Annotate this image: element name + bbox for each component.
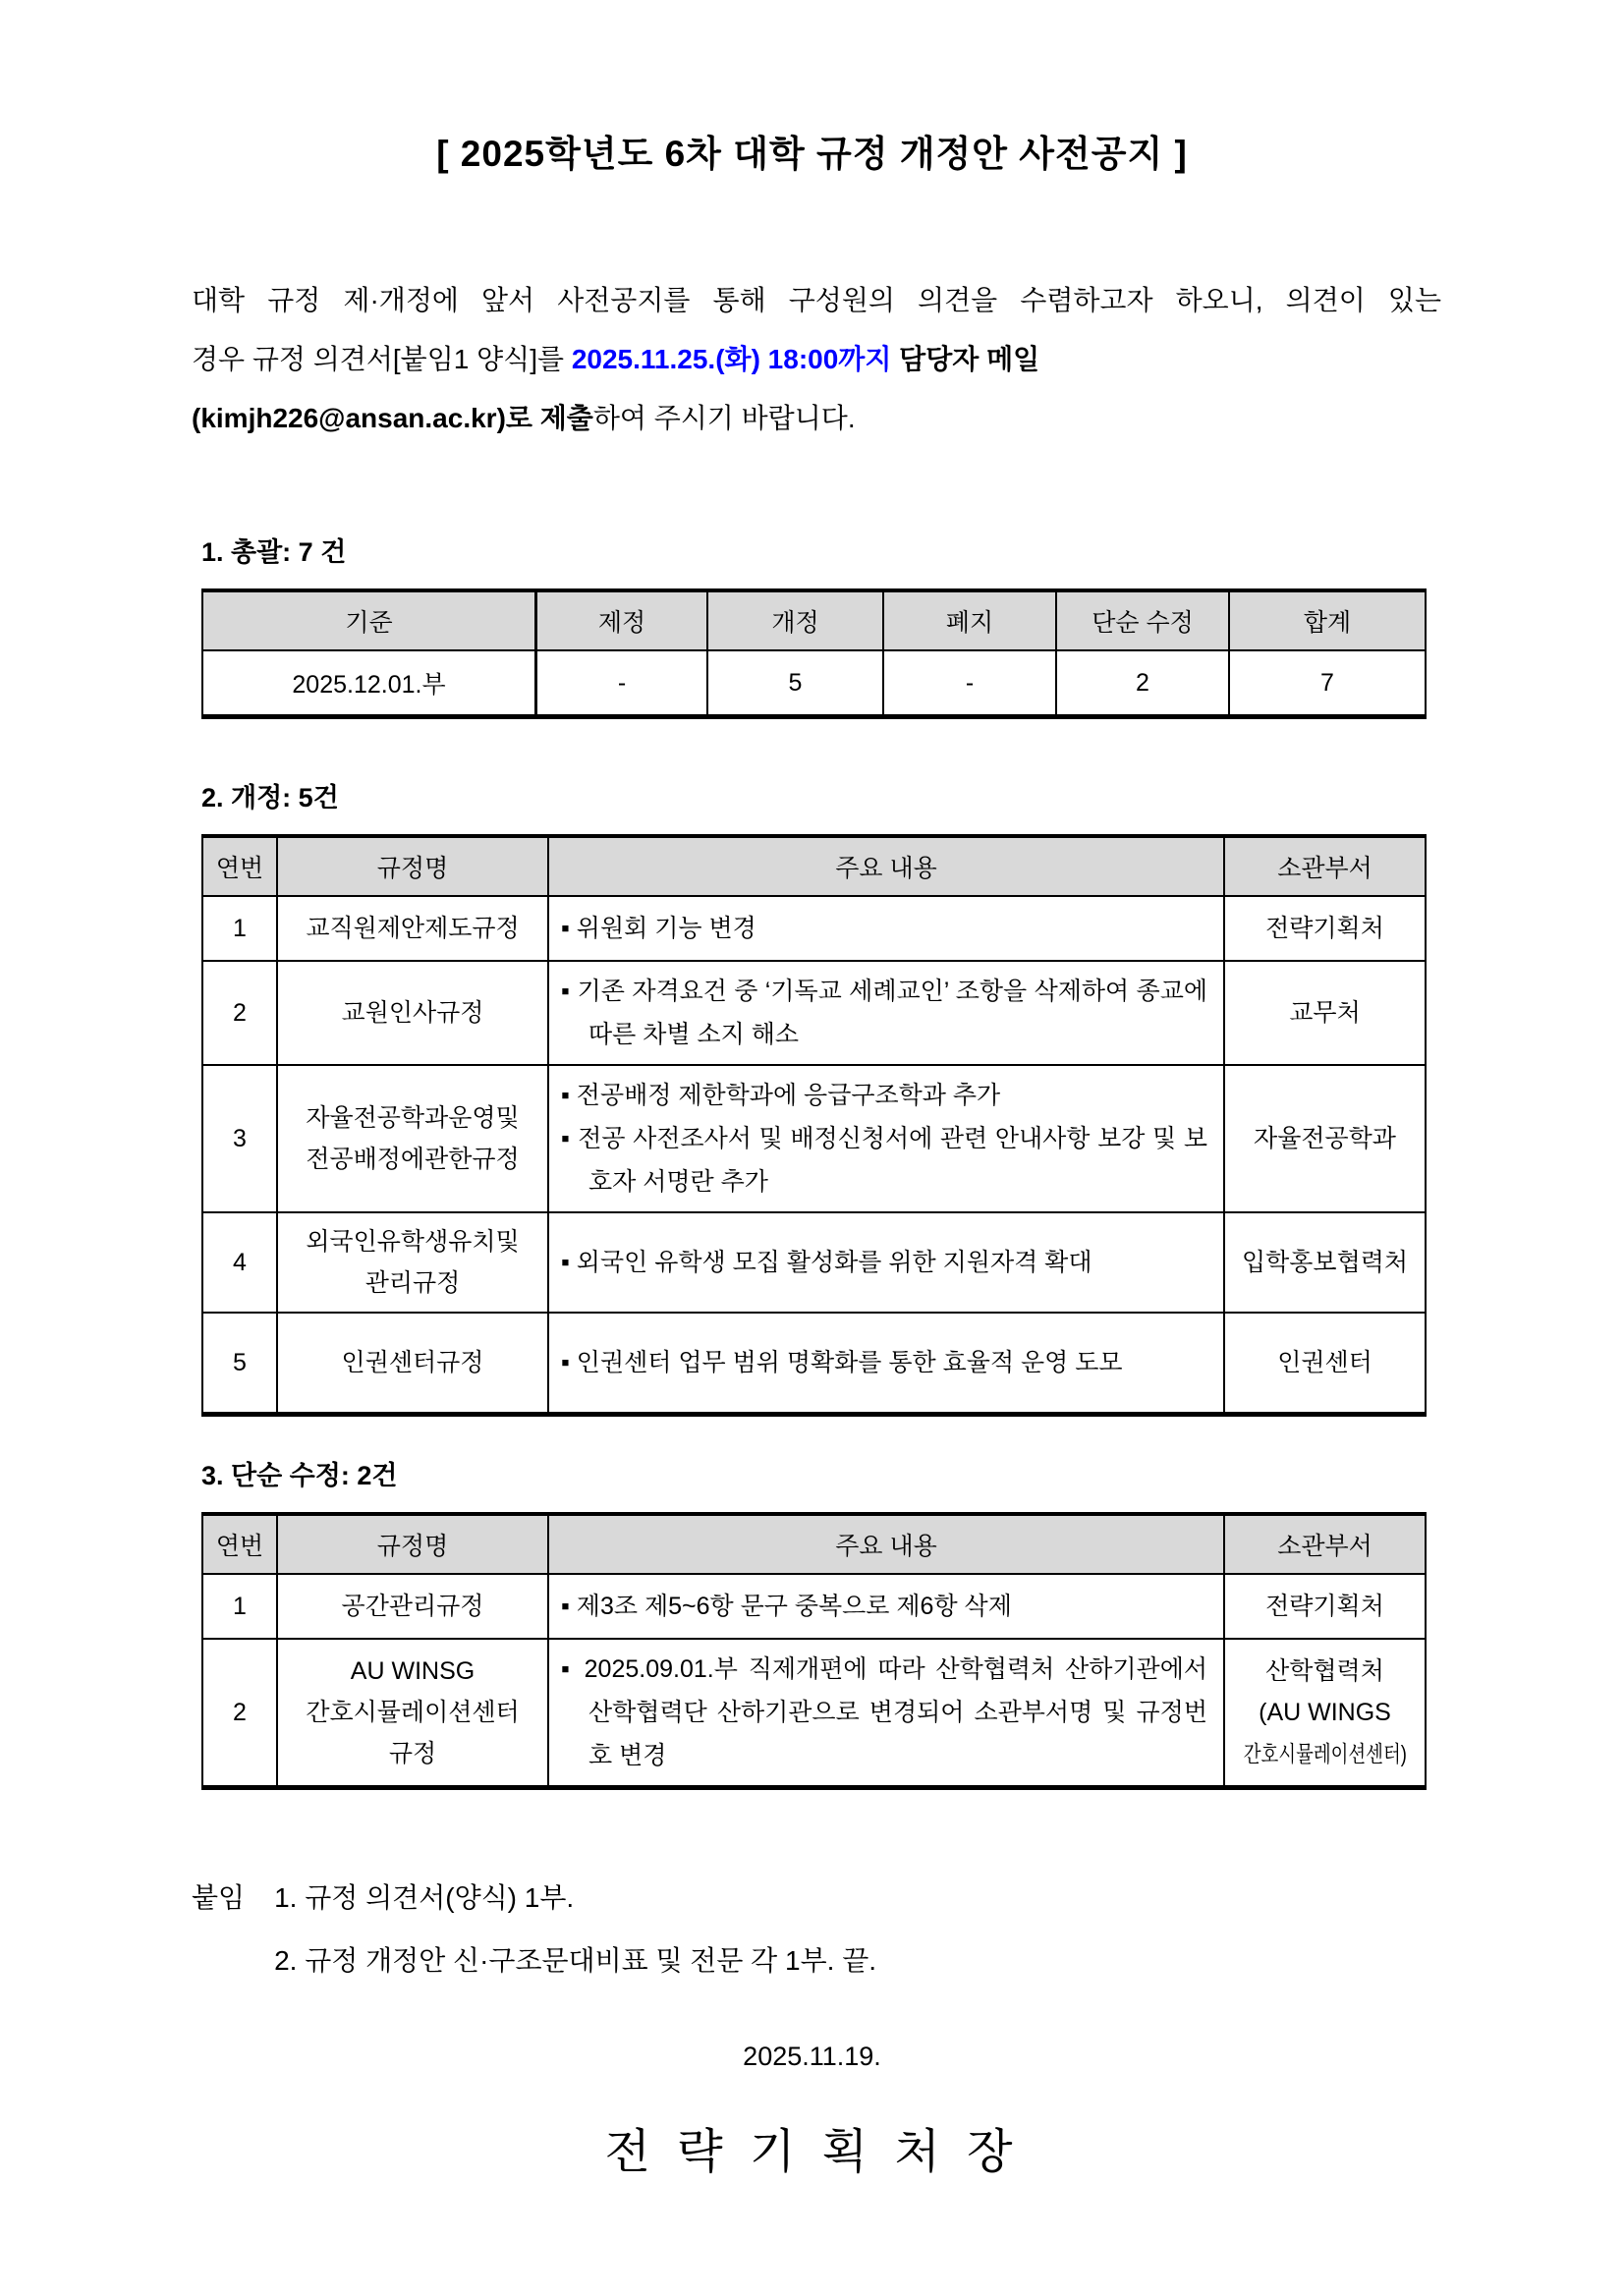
- enact-count: -: [537, 651, 708, 714]
- main-content: [549, 1066, 1225, 1211]
- dept-name-line: 산학협력처: [1265, 1657, 1384, 1685]
- header-cell-total: 합계: [1230, 592, 1425, 649]
- revision-table: [201, 834, 1427, 1417]
- summary-table: [201, 588, 1427, 719]
- revision-section-heading: 2. 개정: 5건: [201, 783, 339, 812]
- main-content: [549, 1640, 1225, 1785]
- attachments-label: 붙임: [192, 1882, 246, 1913]
- header-cell-no: 연번: [203, 1516, 278, 1573]
- row-number: 2: [203, 962, 278, 1064]
- intro-line-3: [192, 389, 1441, 448]
- table-row: [203, 1573, 1425, 1638]
- intro-paragraph: [192, 271, 1441, 448]
- simple-fix-section-heading: 3. 단순 수정: 2건: [201, 1461, 398, 1490]
- regulation-name-line: 교직원제안제도규정: [306, 915, 520, 942]
- main-content: [549, 962, 1225, 1064]
- intro-line-3-rest: 하여 주시기 바랍니다.: [592, 403, 856, 433]
- regulation-name-line: 규정: [388, 1740, 437, 1767]
- intro-line-2-suffix: 담당자 메일: [891, 344, 1040, 374]
- table-row: [203, 1064, 1425, 1211]
- regulation-name: [278, 1213, 549, 1312]
- row-number: 3: [203, 1066, 278, 1211]
- row-number: 4: [203, 1213, 278, 1312]
- total-count: 7: [1320, 668, 1334, 697]
- table-row: [203, 1638, 1425, 1785]
- dept-name: [1225, 1213, 1425, 1312]
- regulation-name-line: 교원인사규정: [341, 999, 484, 1027]
- page-title: [ 2025학년도 6차 대학 규정 개정안 사전공지 ]: [436, 134, 1188, 174]
- regulation-name-line: AU WINSG: [350, 1657, 476, 1685]
- table-row: [203, 960, 1425, 1064]
- dept-name-line: 전략기획처: [1265, 1593, 1384, 1620]
- intro-line-2: [192, 330, 1441, 389]
- regulation-name-line: 인권센터규정: [341, 1349, 484, 1376]
- content-bullet: ▪ 2025.09.01.부 직제개편에 따라 산학협력처 산하기관에서 산학협력단 산하기관으로 변경되어 소관부서명 및 규정번호 변경: [561, 1655, 1207, 1769]
- header-cell-basis: 기준: [203, 592, 537, 649]
- regulation-name: [278, 1640, 549, 1785]
- deadline-text: 2025.11.25.(화) 18:00까지: [571, 344, 892, 374]
- dept-name: [1225, 897, 1425, 960]
- table-row: [203, 1211, 1425, 1312]
- dept-name-line: 자율전공학과: [1254, 1125, 1396, 1152]
- document-date: 2025.11.19.: [743, 2042, 881, 2071]
- row-number: 5: [203, 1314, 278, 1412]
- dept-name-line: (AU WINGS: [1259, 1699, 1391, 1726]
- simple-fix-table-header-row: [203, 1516, 1425, 1573]
- regulation-name: [278, 1066, 549, 1211]
- intro-line-1: 대학 규정 제·개정에 앞서 사전공지를 통해 구성원의 의견을 수렴하고자 하오니, 의견이 있는: [192, 285, 1441, 315]
- summary-table-data-row: [203, 649, 1425, 714]
- content-bullet: ▪ 전공 사전조사서 및 배정신청서에 관련 안내사항 보강 및 보호자 서명란 추가: [561, 1125, 1207, 1196]
- attachments-list: [274, 1867, 876, 1992]
- regulation-name-line: 전공배정에관한규정: [306, 1146, 520, 1173]
- content-bullet: ▪ 전공배정 제한학과에 응급구조학과 추가: [561, 1082, 1001, 1109]
- header-cell-simple-fix: 단순 수정: [1057, 592, 1230, 649]
- regulation-name-line: 외국인유학생유치및: [306, 1228, 520, 1256]
- regulation-name-line: 간호시뮬레이션센터: [306, 1699, 520, 1726]
- revision-table-header-row: [203, 838, 1425, 895]
- intro-line-2-prefix: 경우 규정 의견서[붙임1 양식]를: [192, 344, 572, 374]
- header-cell-main-content: 주요 내용: [549, 1516, 1225, 1573]
- revise-count: 5: [708, 651, 884, 714]
- table-row: [203, 1312, 1425, 1412]
- dept-name-line: 간호시뮬레이션센터): [1243, 1741, 1407, 1766]
- dept-name-line: 전략기획처: [1265, 915, 1384, 942]
- header-cell-dept: 소관부서: [1225, 838, 1425, 895]
- main-content: [549, 1575, 1225, 1638]
- row-number: 2: [203, 1640, 278, 1785]
- dept-name: [1225, 962, 1425, 1064]
- regulation-name-line: 공간관리규정: [341, 1593, 484, 1620]
- dept-name: [1225, 1640, 1425, 1785]
- regulation-name: [278, 962, 549, 1064]
- header-cell-main-content: 주요 내용: [549, 838, 1225, 895]
- regulation-name: [278, 1314, 549, 1412]
- attachments-block: [192, 1867, 1624, 1992]
- main-content: [549, 1314, 1225, 1412]
- header-cell-abolish: 폐지: [884, 592, 1057, 649]
- regulation-name-line: 관리규정: [364, 1269, 461, 1297]
- dept-name: [1225, 1575, 1425, 1638]
- header-cell-no: 연번: [203, 838, 278, 895]
- regulation-name: [278, 1575, 549, 1638]
- attachment-item: 2. 규정 개정안 신·구조문대비표 및 전문 각 1부. 끝.: [274, 1945, 877, 1976]
- row-number: 1: [203, 897, 278, 960]
- header-cell-regulation-name: 규정명: [278, 838, 549, 895]
- content-bullet: ▪ 인권센터 업무 범위 명확화를 통한 효율적 운영 도모: [561, 1349, 1123, 1376]
- content-bullet: ▪ 기존 자격요건 중 ‘기독교 세례교인’ 조항을 삭제하여 종교에 따른 차별 소지 해소: [561, 978, 1207, 1048]
- basis-date-value: 2025.12.01.부: [203, 651, 537, 714]
- simple-fix-table: [201, 1512, 1427, 1790]
- signature: 전 략 기 획 처 장: [604, 2126, 1020, 2178]
- attachment-item: 1. 규정 의견서(양식) 1부.: [274, 1882, 575, 1913]
- header-cell-enact: 제정: [537, 592, 708, 649]
- dept-name-line: 입학홍보협력처: [1241, 1249, 1409, 1276]
- row-number: 1: [203, 1575, 278, 1638]
- regulation-name: [278, 897, 549, 960]
- content-bullet: ▪ 제3조 제5~6항 문구 중복으로 제6항 삭제: [561, 1593, 1012, 1620]
- table-row: [203, 895, 1425, 960]
- content-bullet: ▪ 외국인 유학생 모집 활성화를 위한 지원자격 확대: [561, 1249, 1092, 1276]
- header-cell-dept: 소관부서: [1225, 1516, 1425, 1573]
- main-content: [549, 1213, 1225, 1312]
- header-cell-regulation-name: 규정명: [278, 1516, 549, 1573]
- header-cell-revise: 개정: [708, 592, 884, 649]
- dept-name: [1225, 1066, 1425, 1211]
- summary-section-heading: 1. 총괄: 7 건: [201, 537, 347, 567]
- simple-fix-count: 2: [1057, 651, 1230, 714]
- abolish-count: -: [884, 651, 1057, 714]
- summary-table-header-row: [203, 592, 1425, 649]
- regulation-name-line: 자율전공학과운영및: [306, 1104, 520, 1132]
- contact-email-text: (kimjh226@ansan.ac.kr)로 제출: [192, 403, 593, 433]
- dept-name: [1225, 1314, 1425, 1412]
- content-bullet: ▪ 위원회 기능 변경: [561, 915, 756, 942]
- dept-name-line: 인권센터: [1277, 1349, 1372, 1376]
- dept-name-line: 교무처: [1289, 999, 1361, 1027]
- main-content: [549, 897, 1225, 960]
